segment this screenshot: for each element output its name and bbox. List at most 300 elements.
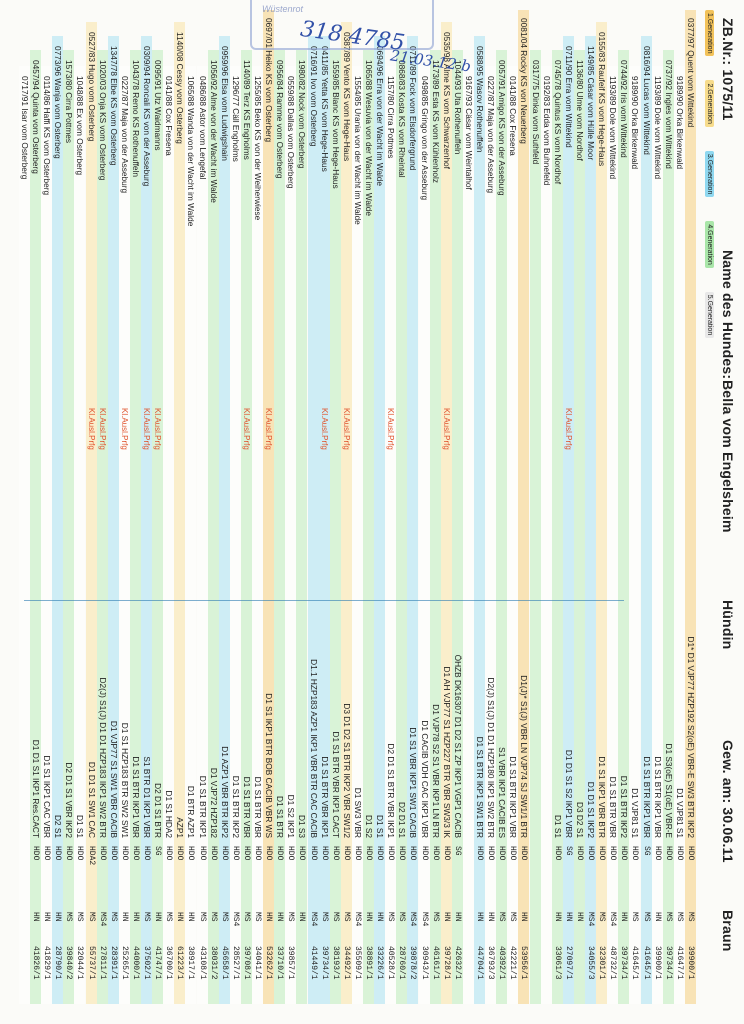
reg-number: 42632/1 [452, 946, 462, 980]
category: HN [364, 912, 374, 922]
category: HN [186, 912, 196, 922]
reg-number: 41829/1 [42, 946, 52, 980]
dog-entry: 0711/90 Erra vom Wittekind [563, 46, 574, 148]
reg-number: 39728/1 [441, 946, 451, 980]
test-results: D1.1 HZP183 AZP1 IKP1 VBR BTR CAC CACIB [308, 659, 319, 838]
dog-entry: 0486/88 Astor vom Lengefal [197, 76, 208, 180]
reg-number: 44704/1 [475, 946, 485, 980]
legend-gen4: 4.Generation [705, 221, 714, 267]
dog-entry: 1559/85 Blanc KS vom Hege-Haus [330, 60, 341, 189]
test-results: D1 S2 IKP1 [286, 794, 297, 838]
legend-gen1: 1.Generation [705, 10, 714, 56]
reg-number: 39857/1 [286, 946, 296, 980]
dog-entry: 0095/91 Utz Waidmanns [153, 60, 164, 151]
dog-entry: 1193/89 Dole vom Wittekind [652, 76, 663, 180]
reg-number: 39900/1 [686, 946, 695, 980]
reg-number: 48732/1 [608, 946, 618, 980]
category: HN [264, 912, 274, 922]
hd-result: HDO [253, 846, 263, 861]
category: MS [108, 912, 118, 922]
hd-result: HDO [663, 846, 673, 861]
category: MS [508, 912, 518, 922]
pedigree-row [363, 0, 374, 1024]
reg-number: 39708/1 [242, 946, 251, 980]
pedigree-row [152, 0, 163, 1024]
selection-test: Kl.Ausl.Prfg [319, 408, 329, 450]
dog-entry: 0309/94 Roncali KS von der Asseburg [142, 46, 153, 187]
dog-entry: 0498/85 Gringo von der Asseburg [419, 76, 430, 201]
dog-entry: 1149/85 Cäsar vom Hülle Moor [586, 46, 597, 161]
selection-test: Kl.Ausl.Prfg [242, 408, 251, 450]
category: MS [242, 912, 251, 922]
dog-entry: 9189/90 Orka Birkenwald [674, 76, 685, 170]
test-results: D1 S1 BTR IKP1 VBR [508, 756, 519, 838]
handwritten-date: 21.03.12 b [389, 46, 473, 76]
reg-number: 41647/1 [674, 946, 684, 980]
dog-entry: 9167/93 Cäsar vom Weintalhof [464, 76, 474, 190]
dog-entry: 0956/84 Ramme vom Osterberg [275, 60, 286, 179]
test-results: D1 S1 IKP1 VBR BTR [597, 756, 608, 838]
test-results: D1 VJP81 S1 [674, 788, 685, 838]
test-results: D1 D1 S1 IKP2 [586, 781, 597, 838]
category: MS [630, 912, 640, 922]
dog-entry: 1140/08 Cessy vom Osterberg [175, 32, 186, 144]
test-results: D1 S1 BTR IKP1 [197, 775, 208, 838]
generation-band [652, 66, 663, 1004]
test-results: D1 D1 S1 S2 IKP1 VBR [563, 749, 574, 838]
dog-entry: 1173/89 Esta KS vom Kühlenholz [430, 60, 441, 183]
category: HN [441, 912, 451, 922]
category: MS [341, 912, 351, 922]
test-results: S1 BTR D1 IKP1 VBR [142, 756, 153, 838]
category: HN [563, 912, 573, 922]
test-results: D1 S1 BTR IKP1 VBR [652, 756, 663, 838]
hd-result: HDO [430, 846, 440, 861]
pedigree-row [430, 0, 441, 1024]
test-results: D1 VJP78 S2 S1 VBR IKP1 LN BTR [430, 704, 441, 838]
dog-entry: 0457/94 Quinta vom Osterberg [31, 60, 42, 174]
hd-result: HDO [264, 846, 274, 861]
dog-entry: 0711/89 Fock vom Elsdorfergrund [408, 46, 419, 171]
legend-gen2: 2.Generation [705, 80, 714, 126]
reg-number: 27097/1 [563, 946, 573, 980]
reg-number: 39734/1 [619, 946, 629, 980]
dog-entry: 0694/96 Erra von der Wacht im Walde [375, 46, 386, 187]
reg-number: 34055/3 [586, 946, 596, 980]
generation-band [97, 50, 108, 1004]
category: MS [397, 912, 407, 922]
hd-result: SG [452, 846, 462, 856]
pedigree-row [374, 0, 385, 1024]
dog-entry: 1347/78 Elbe KS vom Osterberg [108, 46, 119, 166]
test-results: D1 VJP81 S1 [630, 788, 641, 838]
dog-entry: 1056/92 Alme von der Wacht im Walde [208, 60, 219, 203]
hd-result: HDO [441, 846, 451, 861]
dog-entry: 1980/82 Nock vom Osterberg [297, 60, 308, 169]
dog-entry: 0192/83 Edda vom Buhnefeld [541, 76, 552, 186]
divider-line [24, 600, 624, 601]
reg-number: 34041/1 [253, 946, 263, 980]
pedigree-row [319, 0, 330, 1024]
dog-entry: 1193/89 Dole vom Wittekind [608, 76, 619, 180]
category: HN [119, 912, 129, 922]
test-results: D1 S1 BTR VBR [242, 776, 252, 838]
generation-band [530, 50, 541, 1004]
dog-entry: 0081/04 Rocky KS von Neuerberg [519, 18, 530, 144]
test-results: D1 AH VJP77 S1 HZP227 BTR VBR SW3/3 IK [441, 666, 452, 838]
dog-entry: 1048/88 Ex vom Osterberg [75, 76, 86, 176]
hd-result: HDO [375, 846, 385, 861]
reg-number: 41449/1 [308, 946, 318, 980]
pedigree-row [63, 0, 74, 1024]
category: HN [275, 912, 285, 922]
category: MS [641, 912, 651, 922]
test-results: D2 D1 S1 BTR VBR IKP1 [386, 743, 397, 838]
hd-result: HDO [386, 846, 396, 861]
category: MS [64, 912, 74, 922]
pedigree-row [130, 0, 141, 1024]
dog-name: Bella vom Engelsheim [720, 380, 736, 533]
reg-number: 35509/1 [353, 946, 362, 980]
pedigree-row [141, 0, 152, 1024]
reg-number: 39840/2 [64, 946, 74, 980]
dog-entry: 0057/91 Amigo KS von der Asseburg [497, 60, 508, 196]
category: HN [31, 912, 41, 922]
category: HN [486, 912, 496, 922]
test-results: D1 S1 BTR VBR IKP1 [319, 756, 330, 838]
reg-number: 41645/1 [641, 946, 651, 980]
generation-band [330, 50, 341, 1004]
test-results: D2 S1 [53, 814, 64, 838]
category: HN [131, 912, 140, 922]
hd-result: HDO [397, 846, 407, 861]
reg-number: 46161/1 [430, 946, 440, 980]
pedigree-row [396, 0, 407, 1024]
category: MS [142, 912, 152, 922]
test-results: D2 D1 S1 BTR [153, 783, 164, 838]
test-results: D1 S1 [375, 814, 386, 838]
generation-band [285, 66, 296, 1004]
hd-result: HDO [242, 846, 251, 861]
hd-result: HDO [108, 846, 118, 861]
generation-band [30, 50, 41, 1004]
test-results: S1 VBR IKP1 CACIB ES [497, 747, 508, 838]
test-results: D3 D2 S1 [575, 802, 585, 838]
reg-number: 41645/1 [630, 946, 640, 980]
category: MS4 [408, 912, 418, 927]
pedigree-row [108, 0, 119, 1024]
legend-gen5: 5.Generation [705, 292, 714, 338]
handwritten-number: 318 4785 [298, 16, 407, 57]
category: MS [286, 912, 296, 922]
hd-result: HDO [186, 846, 196, 861]
dog-entry: 0559/88 Dallas vom Osterberg [286, 76, 297, 189]
dog-entry: 1296/77 Cäll Engholms [230, 76, 241, 162]
pedigree-row [75, 0, 86, 1024]
pedigree-row [274, 0, 285, 1024]
pedigree-row [86, 0, 97, 1024]
pedigree-row [97, 0, 108, 1024]
generation-band [641, 36, 652, 1004]
selection-test: Kl.Ausl.Prfg [142, 408, 152, 450]
test-results: D2(J) S1(J) D1 D1 HZP183 IKP1 SW2 BTR [97, 677, 108, 838]
hd-result: HDO [652, 846, 662, 861]
selection-test: Kl.Ausl.Prfg [386, 408, 396, 450]
pedigree-row [219, 0, 230, 1024]
birth-date: Gew. am: 30.06.11 [720, 740, 736, 863]
dog-entry: 0816/94 Lucas vom Wittekind [641, 46, 652, 155]
pedigree-row [630, 0, 641, 1024]
test-results: D1 SW3 VBR [353, 787, 363, 838]
hd-result: HDO [519, 846, 529, 861]
hd-result: HDO [353, 846, 362, 861]
stamp-text: Wüstenrot [262, 4, 304, 14]
pedigree-row [474, 0, 485, 1024]
hd-result: HDO [64, 846, 74, 861]
pedigree-row [252, 0, 263, 1024]
dog-entry: 1554/85 Urania von der Wacht im Walde [353, 76, 363, 225]
pedigree-row [352, 0, 363, 1024]
dog-entry: 0141/88 Cox Fresena [164, 76, 175, 156]
generation-band [75, 66, 86, 1004]
reg-number: 33710/1 [275, 946, 285, 980]
reg-number: 32044/1 [75, 946, 85, 980]
test-results: D1 S1 HZP183 BTR SW2 SW1 [119, 722, 130, 838]
category: HN [519, 912, 529, 922]
reg-number: 61223/1 [175, 946, 185, 980]
pedigree-row [119, 0, 130, 1024]
category: HN [552, 912, 562, 922]
pedigree-row [385, 0, 396, 1024]
reg-number: 40392/1 [497, 946, 507, 980]
hd-result: HDO [597, 846, 607, 861]
dog-entry: 0588/95 Wasov Rothenuffeln [475, 46, 486, 153]
category: MS4 [608, 912, 618, 927]
hd-result: HDO [319, 846, 329, 861]
pedigree-row [507, 0, 518, 1024]
pedigree-row [41, 0, 52, 1024]
category: HN [475, 912, 485, 922]
reg-number: 28391/1 [108, 946, 118, 980]
hd-result: HDO [142, 846, 152, 861]
hd-result: HDO [508, 846, 518, 861]
test-results: D2(J) S1(J) D1 D1 HZP180 IKP1 SW2 BTR [486, 677, 497, 838]
test-results: D1 S1 BTR [275, 796, 286, 838]
hd-result: HDO [175, 846, 185, 861]
pedigree-row [341, 0, 352, 1024]
test-results: D1 S1 [552, 814, 563, 838]
pedigree-row [485, 0, 496, 1024]
reg-number: 39734/1 [663, 946, 673, 980]
legend-gen3: 3.Generation [705, 151, 714, 197]
test-results: D1 S3 [297, 814, 308, 838]
generation-band [607, 66, 618, 1004]
generation-band [485, 66, 496, 1004]
hd-result: SG [563, 846, 573, 856]
category: MS [330, 912, 340, 922]
category: HN [42, 912, 52, 922]
category: HN [375, 912, 385, 922]
selection-test: Kl.Ausl.Prfg [264, 408, 274, 450]
hd-result: HDO [75, 846, 85, 861]
hd-result: HDO [686, 846, 695, 861]
generation-band [385, 66, 396, 1004]
reg-number: 36793/3 [486, 946, 496, 980]
pedigree-row [330, 0, 341, 1024]
generation-band [63, 50, 74, 1004]
pedigree-row [463, 0, 474, 1024]
reg-number: 41747/1 [153, 946, 163, 980]
dog-entry: 1255/85 Beko KS von der Weiherwiese [253, 76, 264, 221]
dog-entry: 0737/92 Ingles vom Wittekind [663, 60, 674, 169]
selection-test: Kl.Ausl.Prfg [441, 408, 451, 450]
pedigree-row [574, 0, 585, 1024]
sex: Hündin [720, 600, 736, 650]
hd-result: HDO [364, 846, 374, 861]
dog-entry: 0387/89 Vento KS vom Hege-Haus [341, 32, 352, 162]
test-results: D1 S1 HDA2 [164, 790, 175, 838]
generation-band [618, 50, 629, 1004]
generation-band [130, 50, 141, 1004]
reg-number: 41826/1 [31, 946, 41, 980]
category: MS [430, 912, 440, 922]
test-results: D1 CACIB VDH CAC IKP1 VBR [419, 720, 430, 838]
hd-result: HDO [197, 846, 207, 861]
dog-entry: 0227/87 Maja von der Asseburg [119, 76, 130, 194]
pedigree-row [197, 0, 208, 1024]
hd-result: HDO [408, 846, 418, 861]
selection-test: Kl.Ausl.Prfg [153, 408, 163, 450]
category: MS [319, 912, 329, 922]
dog-entry: 0744/92 Iris vom Wittekind [619, 60, 630, 158]
pedigree-row [685, 0, 696, 1024]
hd-result: HDO [297, 846, 307, 861]
reg-number: 33061/3 [552, 946, 562, 980]
pedigree-row [663, 0, 674, 1024]
hd-result: HDO [475, 846, 485, 861]
test-results: D1 VJP72 HZP182 [208, 767, 219, 838]
pedigree-row [285, 0, 296, 1024]
pedigree-row [208, 0, 219, 1024]
generation-band [419, 66, 430, 1004]
reg-number: 28790/1 [53, 946, 63, 980]
hd-result: HDO [164, 846, 174, 861]
reg-number: 25265/1 [119, 946, 129, 980]
category: MS4 [353, 912, 362, 927]
pedigree-row [674, 0, 685, 1024]
test-results: D1 S1 BTR IKP2 [230, 775, 241, 838]
test-results: D1 S1 BTR IKP1 VBR [131, 756, 141, 838]
hd-result: HDO [330, 846, 340, 861]
hd-result: HDO [341, 846, 351, 861]
pedigree-row [308, 0, 319, 1024]
reg-number: 53956/1 [519, 946, 529, 980]
pedigree-row [552, 0, 563, 1024]
hd-result: HDO [497, 846, 507, 861]
reg-number: 40528/1 [386, 946, 396, 980]
generation-band [674, 66, 685, 1004]
generation-band [163, 66, 174, 1004]
dog-entry: 1043/78 Remo KS Rothenuffeln [131, 60, 141, 178]
dog-entry: 1136/80 Ulme vom Nordhof [575, 60, 585, 161]
test-results: D1 S1 IKP1 BTR BOB CACIB VBR WS [264, 693, 275, 838]
test-results: D1 S3(oE) S1(oE) VBR-E [663, 743, 674, 838]
category: MS4 [308, 912, 318, 927]
reg-number: 43108/1 [197, 946, 207, 980]
hd-result: HDO [42, 846, 52, 861]
dog-entry: 0141/88 Cox Fresena [508, 76, 519, 156]
hd-result: HDO [308, 846, 318, 861]
pedigree-row [230, 0, 241, 1024]
generation-band [297, 50, 308, 1004]
category: MS [663, 912, 673, 922]
dog-entry: 0377/97 Quent vom Wittekind [686, 18, 696, 128]
test-results: D1(J)* S1(J) VBR LN VJP74 SJ SW1/1 BTR [519, 675, 530, 838]
reg-number: 27811/1 [97, 946, 107, 980]
generation-band [452, 50, 463, 1004]
pedigree-row [241, 0, 252, 1024]
reg-number: 55737/1 [86, 946, 96, 980]
generation-band [574, 50, 585, 1004]
dog-entry: 1065/88 Wanda von der Wacht im Walde [186, 76, 197, 227]
hd-result: HDA2 [86, 846, 96, 866]
selection-test: Kl.Ausl.Prfg [97, 408, 107, 450]
reg-number: 37502/1 [142, 946, 152, 980]
pedigree-row [408, 0, 419, 1024]
category: HN [619, 912, 629, 922]
reg-number: 33226/1 [375, 946, 385, 980]
reg-number: 28527/1 [230, 946, 240, 980]
pedigree-row [263, 0, 274, 1024]
hd-result: HDO [619, 846, 629, 861]
hd-result: SG [641, 846, 651, 856]
dog-entry: 1065/88 Wesuvia von der Wacht im Walde [364, 60, 375, 217]
dog-entry: 0697/01 Heiko KS vom Osterberg [264, 18, 275, 143]
test-results: D1 S1 BTR VBR [253, 776, 264, 838]
reg-number: 45658/1 [219, 946, 229, 980]
reg-number: 39878/2 [408, 946, 418, 980]
hd-result: HDO [97, 846, 107, 861]
hd-result: HDO [586, 846, 596, 861]
dog-entry: 1140/89 Terz KS Engholms [242, 60, 252, 160]
category: MS4 [586, 912, 596, 927]
dog-entry: 0155/83 Raufeif KS vom Hege-Haus [597, 32, 608, 167]
pedigree-row [596, 0, 607, 1024]
category: MS [86, 912, 96, 922]
generation-legend [705, 10, 714, 360]
hd-result: SG [153, 846, 163, 856]
dog-entry: 1157/80 Cirra Pottmes [386, 76, 397, 159]
test-results: D1 AZP1 VBR BTR IKP2 [219, 746, 230, 838]
dog-entry: 0317/75 Dinka vom Suthfeld [530, 60, 541, 165]
generation-band [41, 66, 52, 1004]
dog-entry: 0227/87 Maja von der Asseburg [486, 76, 497, 194]
dog-entry: 1020/03 Onja KS vom Osterberg [97, 60, 108, 181]
category: HN [297, 912, 307, 922]
hd-result: HDO [53, 846, 63, 861]
selection-test: Kl.Ausl.Prfg [341, 408, 351, 450]
test-results: ÖHZB DK16307 D1 D2 S1 ZP IKP1 VGP1 CACIB [452, 654, 463, 838]
generation-band [507, 66, 518, 1004]
test-results: D1 S1 [75, 814, 86, 838]
generation-band [119, 66, 130, 1004]
dog-entry: 0411/85 Yetta KS vom Hege-Haus [319, 46, 330, 172]
name-label: Name des Hundes: [720, 250, 736, 380]
selection-test: Kl.Ausl.Prfg [119, 408, 129, 450]
reg-number: 38193/1 [330, 946, 340, 980]
selection-test: Kl.Ausl.Prfg [563, 408, 573, 450]
dog-entry: 0959/96 Elsa vom Ludwigshain [219, 46, 230, 161]
